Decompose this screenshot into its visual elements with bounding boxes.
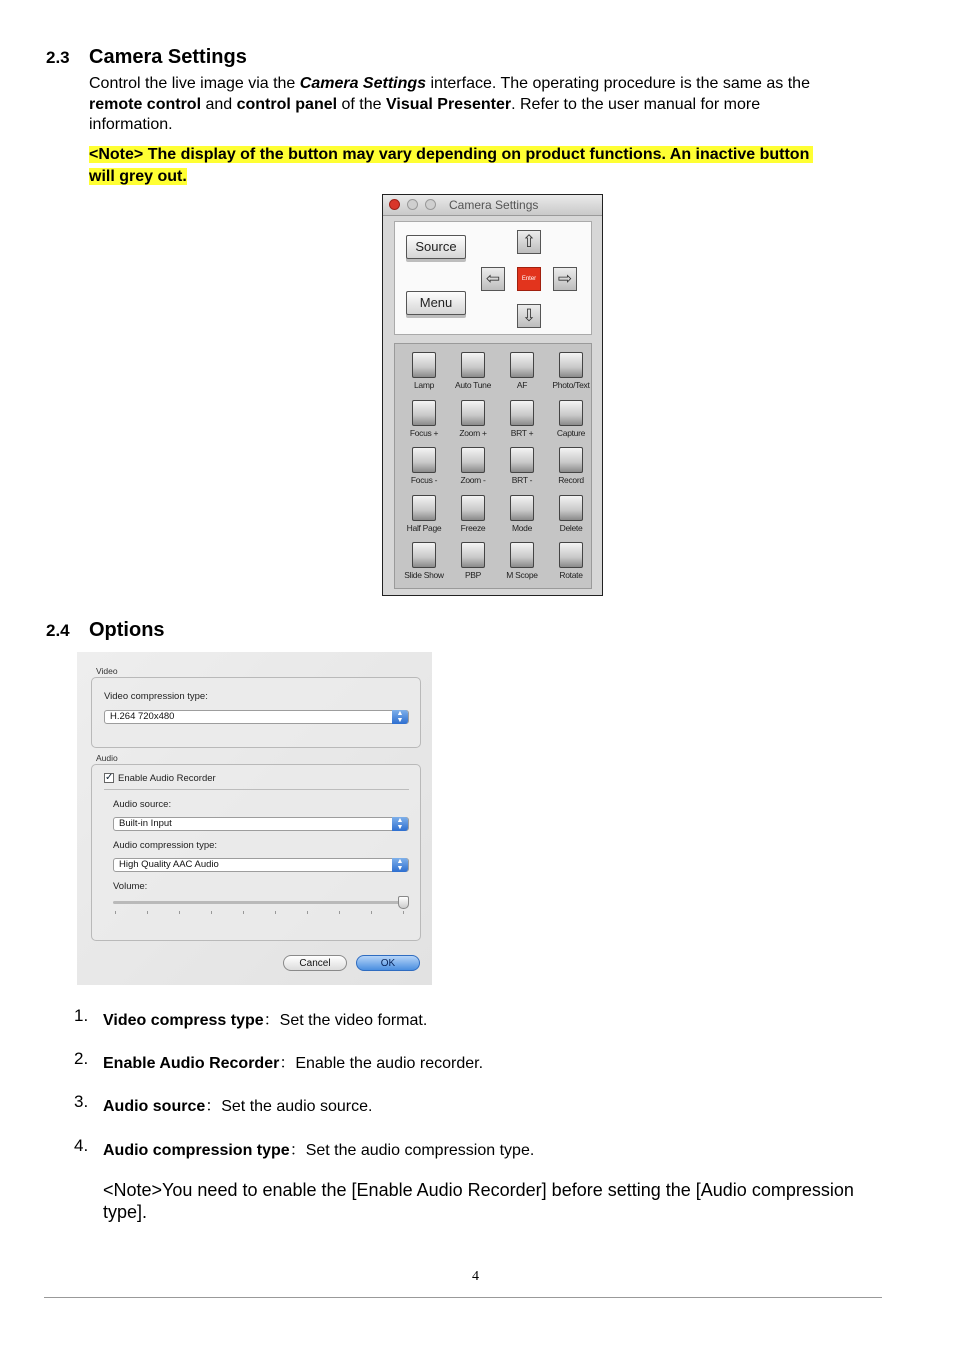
intro-text: Control the live image via the — [89, 75, 300, 92]
camera-function-button[interactable] — [498, 348, 546, 394]
video-group — [91, 677, 421, 748]
intro-text: . Refer to the user manual for more — [511, 95, 761, 113]
function-button-label: Freeze — [460, 522, 486, 533]
camera-function-button[interactable] — [449, 538, 497, 584]
volume-tick — [403, 911, 404, 914]
function-button-icon — [412, 447, 436, 473]
function-button-label: Zoom + — [459, 427, 487, 438]
volume-tick — [179, 911, 180, 914]
audio-compression-label: Audio compression type: — [113, 840, 218, 851]
list-item — [74, 1092, 373, 1115]
volume-tick — [307, 911, 308, 914]
function-button-label: Capture — [556, 427, 586, 438]
arrow-down-icon[interactable]: ⇩ — [517, 304, 541, 328]
camera-function-button[interactable] — [400, 396, 448, 442]
function-button-icon — [461, 542, 485, 568]
audio-source-value: Built-in Input — [119, 818, 172, 829]
function-button-label: Mode — [511, 522, 533, 533]
camera-settings-window — [382, 194, 603, 596]
camera-function-button[interactable] — [449, 443, 497, 489]
camera-function-button[interactable] — [547, 348, 595, 394]
list-description: ：Set the audio compression type. — [289, 1142, 535, 1159]
close-icon[interactable] — [389, 199, 400, 210]
zoom-icon[interactable] — [425, 199, 436, 210]
camera-function-button[interactable] — [498, 491, 546, 537]
function-button-icon — [461, 400, 485, 426]
note-line: <Note> The display of the button may vary depending on product functions. An inactive button — [89, 146, 813, 163]
audio-compression-select[interactable] — [113, 858, 409, 872]
audio-source-select[interactable] — [113, 817, 409, 831]
volume-slider-knob[interactable] — [398, 896, 409, 909]
arrow-right-icon[interactable]: ⇨ — [553, 267, 577, 291]
function-button-label: Rotate — [559, 570, 583, 580]
select-arrows-icon: ▲ ▼ — [392, 858, 408, 872]
function-button-label: Focus - — [410, 475, 438, 485]
audio-note — [103, 1179, 923, 1223]
list-number: 3. — [74, 1092, 89, 1111]
intro-emphasis: control panel — [236, 95, 338, 113]
function-button-grid — [394, 343, 592, 589]
function-button-icon — [559, 542, 583, 568]
list-description: ：Enable the audio recorder. — [279, 1055, 484, 1072]
window-title: Camera Settings — [449, 198, 539, 212]
intro-text: and — [201, 95, 237, 113]
volume-tick — [371, 911, 372, 914]
function-button-icon — [559, 447, 583, 473]
function-button-icon — [510, 542, 534, 568]
list-item — [74, 1006, 428, 1029]
options-dialog — [77, 652, 432, 985]
list-number: 4. — [74, 1136, 89, 1155]
navigation-panel — [394, 221, 592, 335]
function-button-label: Auto Tune — [454, 380, 492, 390]
volume-tick — [243, 911, 244, 914]
minimize-icon[interactable] — [407, 199, 418, 210]
cancel-button[interactable]: Cancel — [283, 955, 347, 971]
function-button-icon — [510, 447, 534, 473]
function-button-icon — [461, 352, 485, 378]
video-compression-value: H.264 720x480 — [110, 711, 175, 722]
volume-tick — [275, 911, 276, 914]
note-line: <Note>You need to enable the [Enable Audio Recorder] before setting the [Audio compression — [103, 1180, 854, 1200]
camera-function-button[interactable] — [449, 396, 497, 442]
volume-tick — [115, 911, 116, 914]
function-button-label: Record — [558, 475, 584, 485]
camera-function-button[interactable] — [449, 491, 497, 537]
list-number: 1. — [74, 1006, 89, 1025]
function-button-label: AF — [516, 380, 528, 390]
page-number: 4 — [472, 1269, 479, 1284]
section-title: Options — [89, 619, 165, 641]
camera-function-button[interactable] — [449, 348, 497, 394]
function-button-icon — [412, 400, 436, 426]
camera-function-button[interactable] — [400, 491, 448, 537]
menu-button[interactable]: Menu — [406, 291, 466, 315]
audio-source-label: Audio source: — [113, 799, 172, 810]
volume-label: Volume: — [113, 881, 148, 892]
list-description: ：Set the video format. — [263, 1012, 428, 1029]
function-button-label: M Scope — [506, 570, 538, 580]
intro-text: of the — [337, 95, 386, 113]
list-number: 2. — [74, 1049, 89, 1068]
video-compression-label: Video compression type: — [104, 691, 208, 702]
video-compression-select[interactable] — [104, 710, 409, 724]
function-button-icon — [412, 352, 436, 378]
function-button-icon — [412, 495, 436, 521]
camera-function-button[interactable] — [547, 396, 595, 442]
function-button-label: Photo/Text — [552, 380, 590, 390]
enter-button[interactable]: Enter — [517, 267, 541, 291]
list-item — [74, 1049, 484, 1072]
list-term: Audio source — [103, 1098, 206, 1115]
list-term: Video compress type — [103, 1012, 264, 1029]
function-button-label: Lamp — [413, 380, 435, 390]
camera-function-button[interactable] — [547, 443, 595, 489]
camera-function-button[interactable] — [400, 348, 448, 394]
volume-tick — [147, 911, 148, 914]
camera-function-button[interactable] — [400, 538, 448, 584]
function-button-label: Slide Show — [404, 570, 444, 580]
function-button-label: BRT + — [510, 427, 534, 438]
camera-function-button[interactable] — [498, 396, 546, 442]
audio-group — [91, 764, 421, 941]
function-button-label: Focus + — [409, 427, 439, 438]
camera-function-button[interactable] — [498, 443, 546, 489]
intro-text: interface. The operating procedure is the same as the — [426, 75, 810, 92]
function-button-icon — [510, 352, 534, 378]
enable-audio-label: Enable Audio Recorder — [118, 773, 216, 784]
function-button-icon — [559, 495, 583, 521]
intro-emphasis: Visual Presenter — [385, 95, 512, 113]
arrow-up-icon[interactable]: ⇧ — [517, 230, 541, 254]
intro-emphasis: remote control — [89, 95, 202, 113]
audio-group-label: Audio — [96, 753, 118, 763]
section-title: Camera Settings — [89, 46, 247, 68]
arrow-left-icon[interactable]: ⇦ — [481, 267, 505, 291]
enable-audio-checkbox[interactable]: ✓ — [105, 772, 114, 783]
section-number: 2.3 — [46, 48, 70, 67]
function-button-label: PBP — [464, 570, 482, 580]
function-button-icon — [510, 400, 534, 426]
volume-tick — [339, 911, 340, 914]
window-titlebar — [383, 195, 602, 216]
select-arrows-icon: ▲ ▼ — [392, 710, 408, 724]
intro-paragraph — [89, 74, 919, 136]
list-term: Enable Audio Recorder — [103, 1055, 280, 1072]
camera-function-button[interactable] — [400, 443, 448, 489]
ok-button[interactable]: OK — [356, 955, 420, 971]
list-term: Audio compression type — [103, 1142, 290, 1159]
function-button-icon — [559, 400, 583, 426]
select-arrows-icon: ▲ ▼ — [392, 817, 408, 831]
source-button[interactable]: Source — [406, 235, 466, 259]
function-button-label: Zoom - — [460, 475, 486, 485]
intro-emphasis: Camera Settings — [299, 75, 427, 92]
function-button-label: Half Page — [406, 522, 442, 533]
camera-function-button[interactable] — [547, 491, 595, 537]
function-button-label: Delete — [559, 522, 583, 533]
camera-function-button[interactable] — [498, 538, 546, 584]
list-description: ：Set the audio source. — [205, 1098, 373, 1115]
list-item — [74, 1136, 535, 1159]
function-button-label: BRT - — [511, 475, 533, 485]
video-group-label: Video — [96, 666, 118, 676]
function-button-icon — [559, 352, 583, 378]
audio-divider — [104, 789, 409, 790]
audio-compression-value: High Quality AAC Audio — [119, 859, 219, 870]
function-button-icon — [510, 495, 534, 521]
note-line: will grey out. — [89, 168, 187, 185]
footer-rule — [44, 1297, 882, 1298]
camera-function-button[interactable] — [547, 538, 595, 584]
highlight-note — [89, 144, 813, 187]
intro-text: information. — [89, 116, 173, 133]
volume-slider-track[interactable] — [113, 901, 409, 904]
function-button-icon — [461, 495, 485, 521]
function-button-icon — [461, 447, 485, 473]
volume-tick — [211, 911, 212, 914]
section-number: 2.4 — [46, 621, 70, 640]
note-line: type]. — [103, 1202, 148, 1222]
function-button-icon — [412, 542, 436, 568]
